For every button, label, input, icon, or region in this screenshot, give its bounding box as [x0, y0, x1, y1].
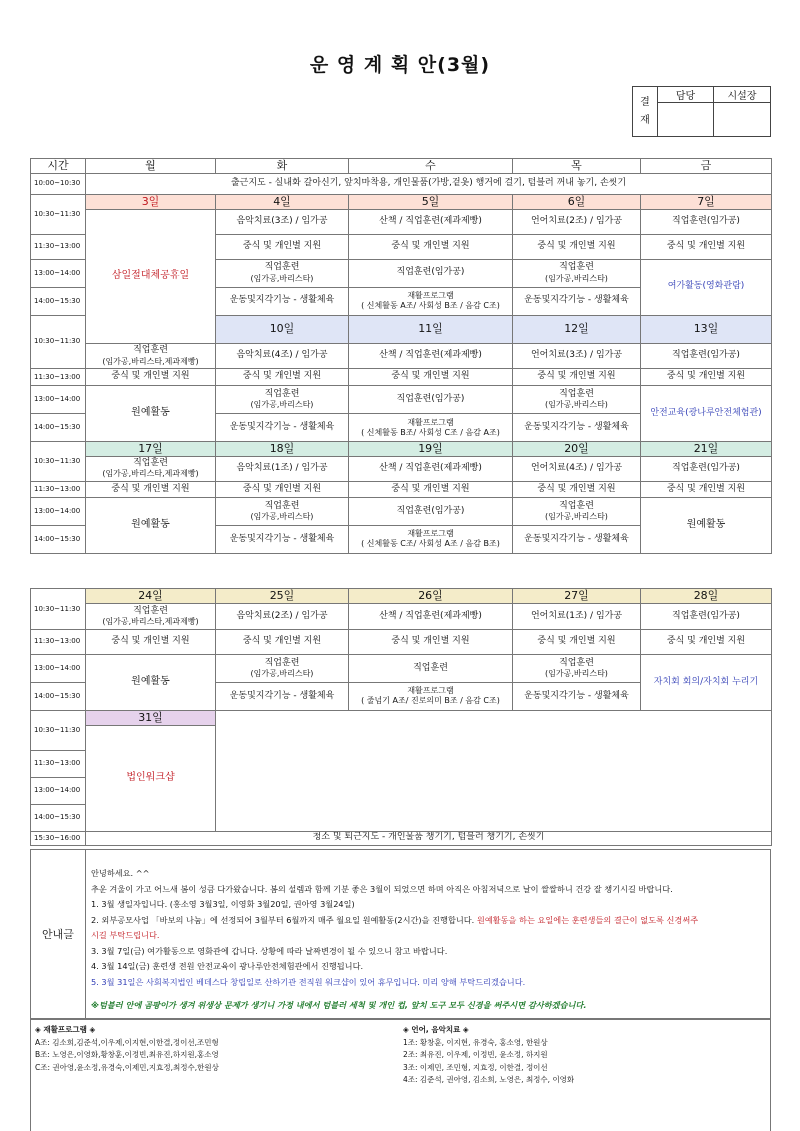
date-cell: 10일	[216, 315, 349, 344]
schedule-cell: 중식 및 개인별 지원	[641, 481, 772, 497]
date-cell: 3일	[86, 194, 216, 209]
schedule-cell: 산책 / 직업훈련(제과제빵)	[349, 344, 513, 369]
schedule-cell: 직업훈련(임가공)	[349, 497, 513, 525]
time-label: 11:30~13:00	[31, 234, 86, 259]
schedule-cell: 직업훈련	[349, 654, 513, 682]
schedule-cell: 운동및지각기능 - 생활체육	[216, 414, 349, 442]
schedule-cell: 중식 및 개인별 지원	[513, 629, 641, 654]
schedule-cell: 운동및지각기능 - 생활체육	[513, 414, 641, 442]
schedule-cell: 중식 및 개인별 지원	[216, 369, 349, 386]
date-row	[31, 194, 772, 209]
schedule-cell: 중식 및 개인별 지원	[349, 629, 513, 654]
schedule-cell: 중식 및 개인별 지원	[349, 369, 513, 386]
notice-line: 2. 외부공모사업 「바보의 나눔」에 선정되어 3월부터 6월까지 매주 월요일 원예활동(2시간)을 진행합니다. 원예활동을 하는 요일에는 훈련생들의 결근이 없도록 신경써주	[91, 914, 699, 925]
date-cell: 31일	[86, 710, 216, 725]
schedule-cell: 언어치료(4조) / 임가공	[513, 456, 641, 481]
time-label: 13:00~14:00	[31, 259, 86, 287]
schedule-cell: 직업훈련(임가공)	[641, 209, 772, 234]
schedule-cell: 음악치료(4조) / 임가공	[216, 344, 349, 369]
notice-line: 추운 겨울이 가고 어느새 봄이 성큼 다가왔습니다. 봄의 설렘과 함께 기분 좋은 3월이 되었으면 하며 아직은 아침저녁으로 날이 쌀쌀하니 건강 잘 챙기시길 바랍니다.	[91, 883, 673, 894]
notice-label: 안내글	[31, 850, 86, 1018]
lang-groups	[403, 1024, 574, 1087]
schedule-cell: 중식 및 개인별 지원	[349, 481, 513, 497]
notice-line: 안녕하세요. ^^	[91, 868, 150, 878]
date-cell: 18일	[216, 442, 349, 457]
schedule-cell: 직업훈련 (임가공,바리스타,제과제빵)	[86, 603, 216, 629]
notice-line: ※텀블러 안에 곰팡이가 생겨 위생상 문제가 생기니 가정 내에서 텀블러 세척 및 개인 컵, 앞치 도구 모두 신경을 써주시면 감사하겠습니다.	[91, 1000, 587, 1010]
schedule-cell: 산책 / 직업훈련(제과제빵)	[349, 603, 513, 629]
time-label: 14:00~15:30	[31, 682, 86, 710]
date-cell: 13일	[641, 315, 772, 344]
time-label: 13:00~14:00	[31, 654, 86, 682]
schedule-cell: 운동및지각기능 - 생활체육	[216, 682, 349, 710]
schedule-cell: 직업훈련 (임가공,바리스타,제과제빵)	[86, 456, 216, 481]
header-row	[31, 159, 772, 174]
group-line: A조: 김소희,김준석,이우제,이지현,이한결,정이선,조민형	[35, 1037, 219, 1047]
time-label: 10:30~11:30	[31, 710, 86, 750]
time-label: 13:00~14:00	[31, 497, 86, 525]
schedule-cell: 중식 및 개인별 지원	[86, 481, 216, 497]
date-cell: 7일	[641, 194, 772, 209]
holiday-cell: 삼일절대체공휴일	[86, 209, 216, 344]
date-cell: 11일	[349, 315, 513, 344]
schedule-cell: 직업훈련 (임가공,바리스타)	[216, 386, 349, 414]
schedule-cell: 안전교육(광나루안전체험관)	[641, 386, 772, 442]
time-label: 15:30~16:00	[31, 831, 86, 845]
schedule-cell: 직업훈련(임가공)	[641, 456, 772, 481]
schedule-cell: 중식 및 개인별 지원	[216, 234, 349, 259]
time-label: 11:30~13:00	[31, 629, 86, 654]
schedule-cell: 직업훈련 (임가공,바리스타)	[513, 259, 641, 287]
schedule-cell: 운동및지각기능 - 생활체육	[216, 525, 349, 553]
schedule-cell: 산책 / 직업훈련(제과제빵)	[349, 456, 513, 481]
date-cell: 5일	[349, 194, 513, 209]
time-label: 10:30~11:30	[31, 194, 86, 234]
approval-col-staff: 담당	[658, 87, 714, 103]
schedule-cell: 원예활동	[86, 654, 216, 710]
approval-col-director: 시설장	[714, 87, 771, 103]
group-line: 2조: 최유진, 이우제, 이정빈, 윤소정, 하지원	[403, 1050, 548, 1059]
schedule-table-2	[30, 588, 772, 846]
rehab-title: ◈ 재활프로그램 ◈	[35, 1025, 96, 1034]
group-line: 3조: 이제민, 조민형, 지효정, 이한결, 정이선	[403, 1062, 548, 1072]
time-label: 10:00~10:30	[31, 173, 86, 194]
group-line: 1조: 황창훈, 이지현, 유경숙, 홍소영, 한원상	[403, 1037, 548, 1047]
approval-label: 결 재	[633, 87, 658, 137]
schedule-cell: 직업훈련(임가공)	[349, 259, 513, 287]
schedule-table-1	[30, 158, 772, 554]
schedule-cell: 중식 및 개인별 지원	[86, 629, 216, 654]
schedule-cell: 운동및지각기능 - 생활체육	[513, 525, 641, 553]
schedule-cell: 중식 및 개인별 지원	[86, 369, 216, 386]
time-label: 13:00~14:00	[31, 386, 86, 414]
schedule-cell: 중식 및 개인별 지원	[349, 234, 513, 259]
group-line: C조: 권아영,윤소정,유경숙,이제민,지효정,최정수,한원상	[35, 1062, 219, 1072]
schedule-cell: 재활프로그램 ( 줄넘기 A조/ 진로의미 B조 / 음감 C조)	[349, 682, 513, 710]
schedule-cell: 재활프로그램 ( 신체활동 C조/ 사회성 A조 / 음감 B조)	[349, 525, 513, 553]
group-lists	[30, 1019, 771, 1131]
schedule-cell: 직업훈련 (임가공,바리스타)	[216, 654, 349, 682]
date-cell: 26일	[349, 589, 513, 604]
header-wed: 수	[349, 159, 513, 174]
date-cell: 6일	[513, 194, 641, 209]
schedule-cell: 직업훈련 (임가공,바리스타,제과제빵)	[86, 344, 216, 369]
date-cell: 20일	[513, 442, 641, 457]
date-cell: 27일	[513, 589, 641, 604]
notice-line: 시길 부탁드립니다.	[91, 930, 160, 940]
schedule-cell: 산책 / 직업훈련(제과제빵)	[349, 209, 513, 234]
schedule-cell: 재활프로그램 ( 신체활동 A조/ 사회성 B조 / 음감 C조)	[349, 287, 513, 315]
schedule-cell: 언어치료(1조) / 임가공	[513, 603, 641, 629]
time-label: 11:30~13:00	[31, 369, 86, 386]
schedule-cell: 직업훈련(임가공)	[349, 386, 513, 414]
schedule-cell: 재활프로그램 ( 신체활동 B조/ 사회성 C조 / 음감 A조)	[349, 414, 513, 442]
group-line: 4조: 김준석, 권아영, 김소희, 노영은, 최정수, 이영화	[403, 1075, 575, 1084]
date-cell: 12일	[513, 315, 641, 344]
schedule-cell: 음악치료(2조) / 임가공	[216, 603, 349, 629]
schedule-cell: 직업훈련 (임가공,바리스타)	[513, 497, 641, 525]
time-label: 14:00~15:30	[31, 287, 86, 315]
time-label: 14:00~15:30	[31, 414, 86, 442]
header-mon: 월	[86, 159, 216, 174]
schedule-cell: 중식 및 개인별 지원	[216, 629, 349, 654]
schedule-cell: 음악치료(3조) / 임가공	[216, 209, 349, 234]
date-row	[31, 589, 772, 604]
schedule-cell: 직업훈련(임가공)	[641, 344, 772, 369]
header-fri: 금	[641, 159, 772, 174]
notice-line: 5. 3월 31일은 사회복지법인 베데스다 창립일로 산하기관 전직원 워크샵이 있어 휴무입니다. 미리 양해 부탁드리겠습니다.	[91, 976, 526, 987]
blank-area	[216, 710, 772, 831]
notice-body	[91, 866, 766, 1014]
header-time: 시간	[31, 159, 86, 174]
schedule-cell: 언어치료(2조) / 임가공	[513, 209, 641, 234]
schedule-cell: 원예활동	[86, 497, 216, 553]
schedule-cell: 직업훈련 (임가공,바리스타)	[513, 386, 641, 414]
schedule-cell: 중식 및 개인별 지원	[216, 481, 349, 497]
schedule-cell: 직업훈련 (임가공,바리스타)	[513, 654, 641, 682]
date-cell: 4일	[216, 194, 349, 209]
date-row	[31, 442, 772, 457]
schedule-cell: 원예활동	[641, 497, 772, 553]
schedule-cell: 운동및지각기능 - 생활체육	[216, 287, 349, 315]
schedule-cell: 직업훈련 (임가공,바리스타)	[216, 259, 349, 287]
time-label: 14:00~15:30	[31, 804, 86, 831]
header-tue: 화	[216, 159, 349, 174]
date-cell: 28일	[641, 589, 772, 604]
morning-note: 출근지도 - 실내화 갈아신기, 앞치마착용, 개인물품(가방,겉옷) 행거에 걸기, 텀블러 꺼내 놓기, 손씻기	[86, 173, 772, 194]
schedule-cell: 여가활동(영화관람)	[641, 259, 772, 315]
time-label: 10:30~11:30	[31, 315, 86, 369]
schedule-cell: 운동및지각기능 - 생활체육	[513, 682, 641, 710]
date-cell: 21일	[641, 442, 772, 457]
date-cell: 25일	[216, 589, 349, 604]
schedule-cell: 중식 및 개인별 지원	[641, 369, 772, 386]
schedule-cell: 직업훈련(임가공)	[641, 603, 772, 629]
workshop-cell: 법인워크샵	[86, 725, 216, 831]
notice-box	[30, 849, 771, 1019]
group-line: B조: 노영은,이영화,황창훈,이정빈,최유진,하지원,홍소영	[35, 1050, 219, 1059]
schedule-cell: 중식 및 개인별 지원	[513, 369, 641, 386]
time-label: 10:30~11:30	[31, 589, 86, 630]
closing-note: 청소 및 퇴근지도 - 개인물품 챙기기, 텀블러 챙기기, 손씻기	[86, 831, 772, 845]
schedule-cell: 운동및지각기능 - 생활체육	[513, 287, 641, 315]
schedule-cell: 자치회 회의/자치회 누리기	[641, 654, 772, 710]
time-label: 13:00~14:00	[31, 777, 86, 804]
lang-title: ◈ 언어, 음악치료 ◈	[403, 1025, 469, 1034]
time-label: 10:30~11:30	[31, 442, 86, 482]
schedule-cell: 음악치료(1조) / 임가공	[216, 456, 349, 481]
date-cell: 19일	[349, 442, 513, 457]
header-thu: 목	[513, 159, 641, 174]
date-cell: 17일	[86, 442, 216, 457]
notice-line: 3. 3월 7일(금) 여가활동으로 영화관에 갑니다. 상황에 따라 날짜변경이 될 수 있으니 참고 바랍니다.	[91, 945, 448, 956]
notice-line: 1. 3월 생일자입니다. (홍소영 3월3일, 이영화 3월20일, 권아영 3월24일)	[91, 899, 355, 909]
date-cell: 24일	[86, 589, 216, 604]
time-label: 11:30~13:00	[31, 750, 86, 777]
schedule-cell: 언어치료(3조) / 임가공	[513, 344, 641, 369]
time-label: 14:00~15:30	[31, 525, 86, 553]
schedule-cell: 중식 및 개인별 지원	[641, 629, 772, 654]
approval-sign-director[interactable]	[714, 103, 771, 137]
schedule-cell: 중식 및 개인별 지원	[641, 234, 772, 259]
schedule-cell: 중식 및 개인별 지원	[513, 481, 641, 497]
schedule-cell: 원예활동	[86, 386, 216, 442]
approval-sign-staff[interactable]	[658, 103, 714, 137]
document-title: 운 영 계 획 안(3월)	[309, 54, 491, 76]
notice-line: 4. 3월 14일(금) 훈련생 전원 안전교육이 광나루안전체험관에서 진행됩니다.	[91, 961, 364, 971]
approval-box	[632, 86, 771, 137]
rehab-groups	[35, 1024, 219, 1074]
time-label: 11:30~13:00	[31, 481, 86, 497]
schedule-cell: 직업훈련 (임가공,바리스타)	[216, 497, 349, 525]
schedule-cell: 중식 및 개인별 지원	[513, 234, 641, 259]
